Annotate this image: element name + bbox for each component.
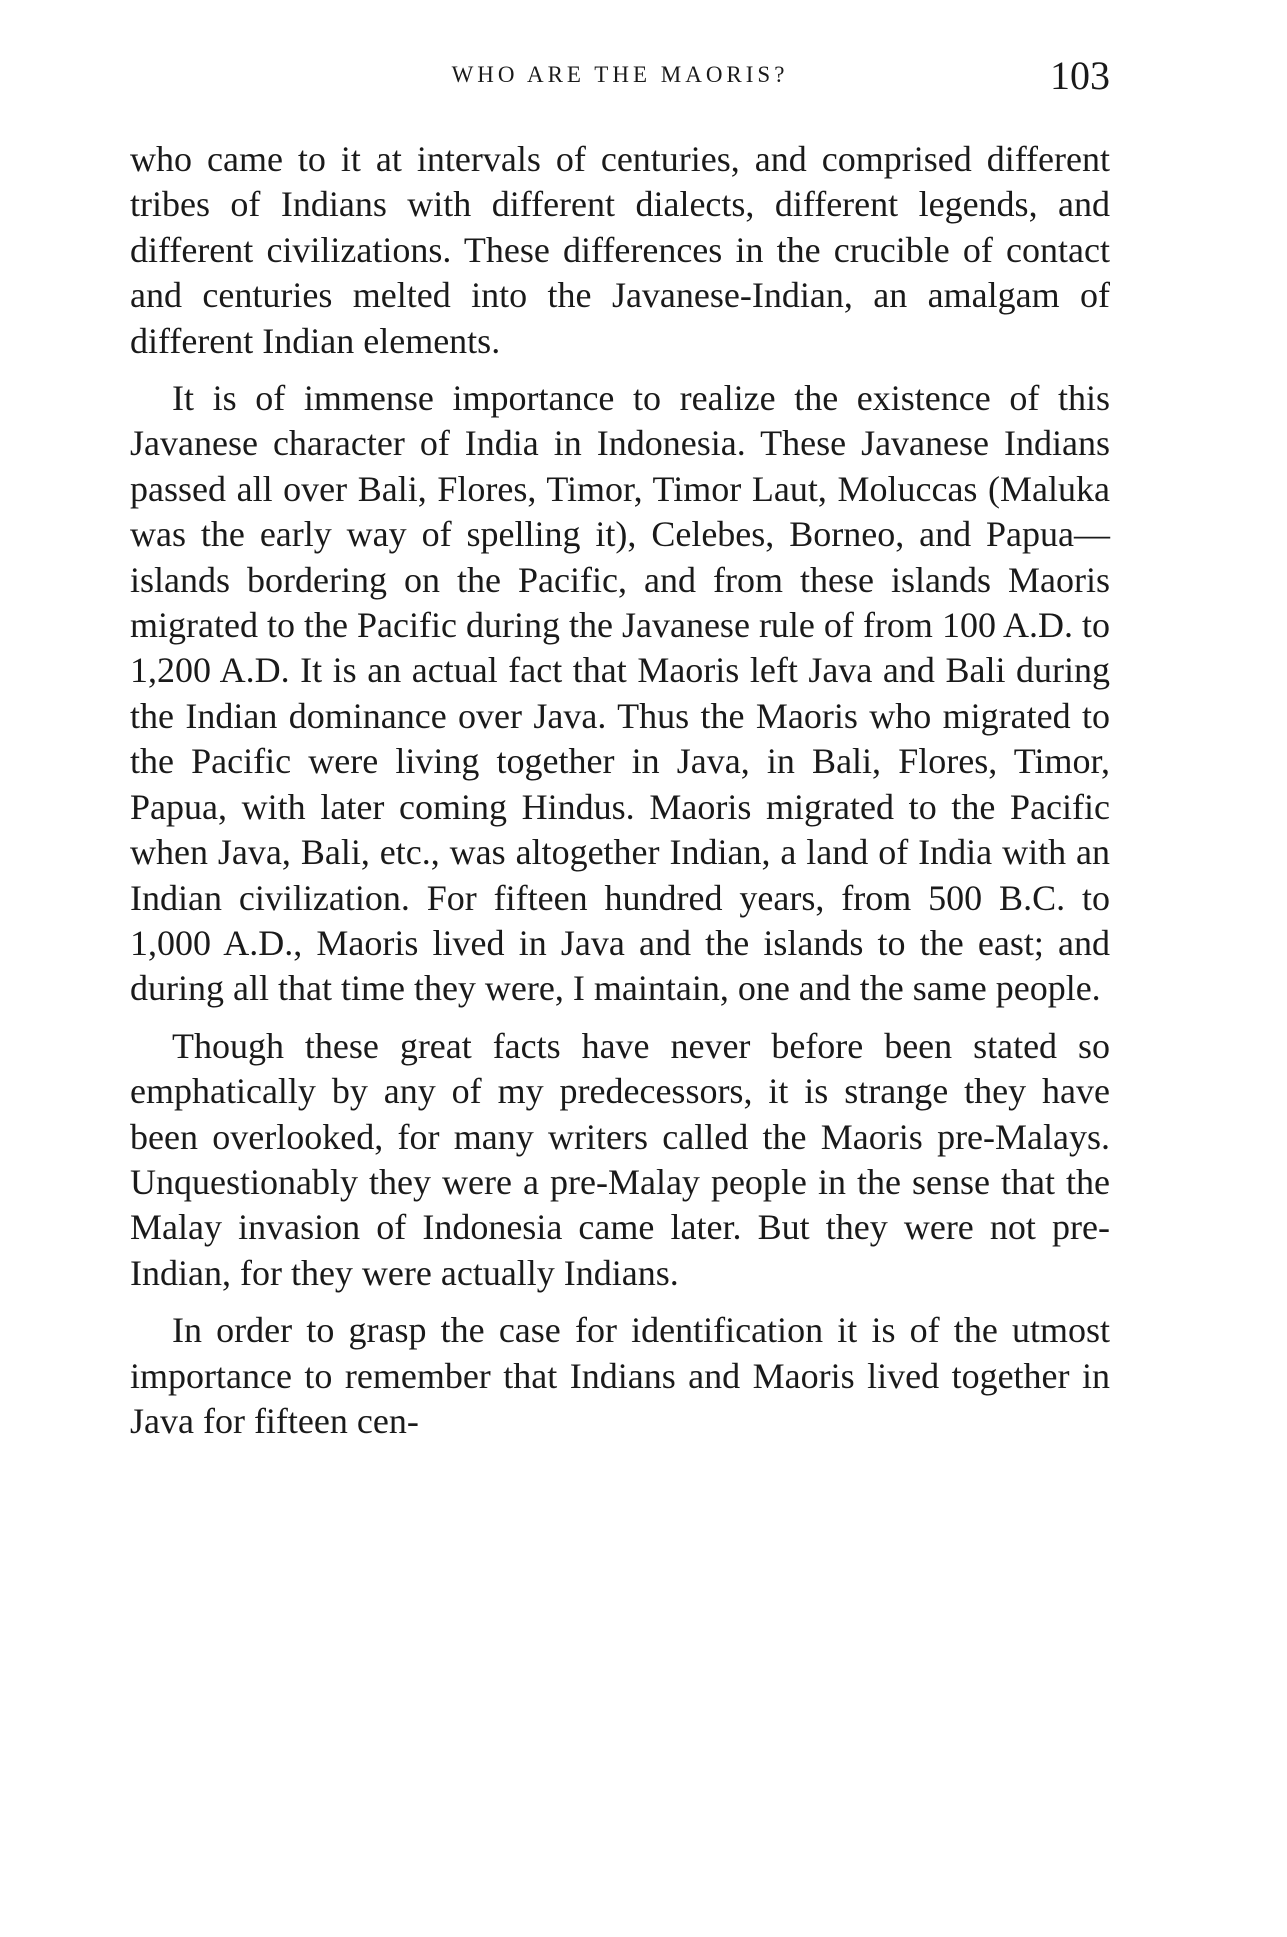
running-title: WHO ARE THE MAORIS? (451, 62, 789, 87)
page-number: 103 (1050, 53, 1110, 98)
paragraph-pre-malays: Though these great facts have never before been stated so emphatically by any of my predecessors, it is strange they have been overlooked, for many writers called the Maoris pre-Malays. Unquestionably they were a pre-Malay people in the sense that the Malay invasion of Indonesia came later. But they were not pre-Indian, for they were actually Indians. (130, 1025, 1110, 1293)
running-head (130, 54, 1110, 104)
paragraph-identification: In order to grasp the case for identification it is of the utmost importance to remember that Indians and Maoris lived together in Java for fifteen cen- (130, 1310, 1110, 1441)
paragraph-javanese-character: It is of immense importance to realize the existence of this Javanese character of India in Indonesia. These Javanese Indians passed all over Bali, Flores, Timor, Timor Laut, Moluccas (Maluka was the early way of spelling it), Celebes, Borneo, and Papua—islands bordering on the Pacific, and from these islands Maoris migrated to the Pacific during the Javanese rule of from 100 A.D. to 1,200 A.D. It is an actual fact that Maoris left Java and Bali during the Indian dominance over Java. Thus the Maoris who migrated to the Pacific were living together in Java, in Bali, Flores, Timor, Papua, with later coming Hindus. Maoris migrated to the Pacific when Java, Bali, etc., was altogether Indian, a land of India with an Indian civilization. For fifteen hundred years, from 500 B.C. to 1,000 A.D., Maoris lived in Java and the islands to the east; and during all that time they were, I maintain, one and the same people. (130, 378, 1110, 1009)
body-text (130, 137, 1110, 1444)
paragraph-continuation: who came to it at intervals of centuries, and comprised different tribes of Indians with different dialects, different legends, and different civilizations. These differences in the crucible of contact and centuries melted into the Javanese-Indian, an amalgam of different Indian elements. (130, 139, 1110, 361)
